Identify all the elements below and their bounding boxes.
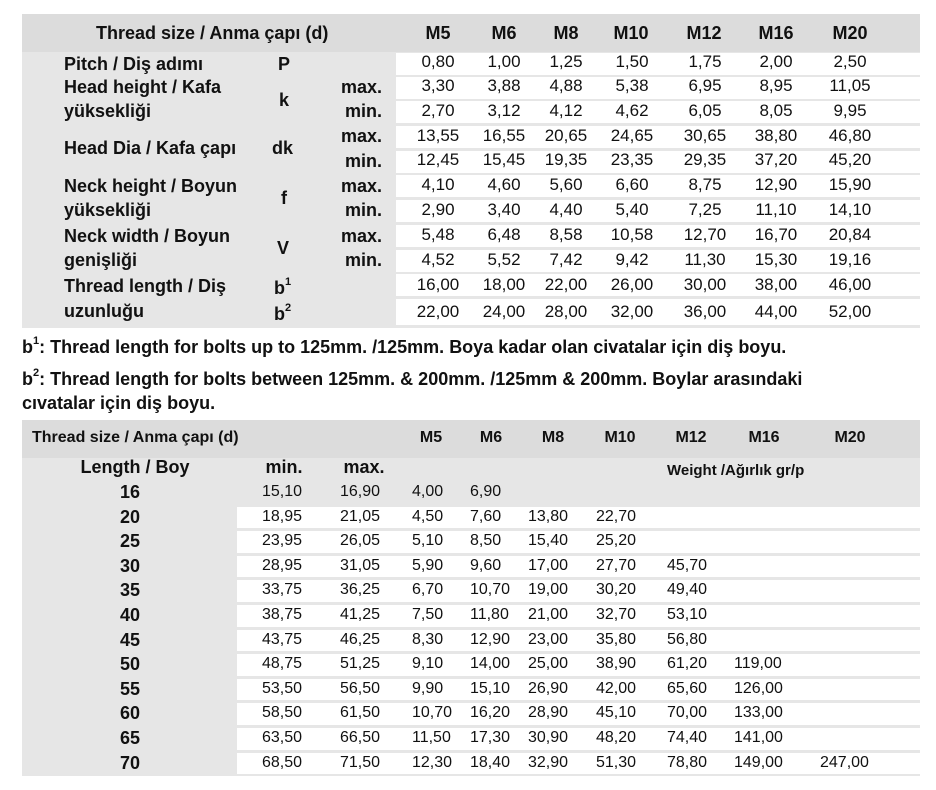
spec-value-cell: 12,45: [416, 150, 460, 169]
weight-value: 9,60: [470, 556, 502, 574]
spec-value-cell: 37,20: [754, 150, 798, 169]
weight-value: 18,40: [470, 753, 511, 771]
length-value: 16: [119, 482, 141, 502]
weight-unit-label: Weight /Ağırlık gr/p: [667, 462, 805, 479]
weight-value: 247,00: [820, 753, 869, 771]
spec-value-cell: 1,00: [487, 52, 521, 71]
spec-value-cell: 4,62: [615, 101, 649, 120]
weight-value: 9,10: [412, 655, 444, 673]
max-label-head-height: max.: [341, 77, 383, 97]
spec-value-cell: 16,70: [754, 225, 798, 244]
spec-value-cell: 29,35: [683, 150, 727, 169]
weight-value: 17,00: [528, 556, 569, 574]
spec-value-cell: 22,00: [544, 275, 588, 294]
spec-value-cell: 19,35: [544, 150, 588, 169]
length-value: 35: [119, 580, 141, 601]
symbol-neck-width: V: [277, 238, 290, 258]
weight-value: 38,90: [596, 655, 637, 673]
length-max-value: 51,25: [340, 655, 381, 673]
spec-value-cell: 3,40: [487, 200, 521, 219]
spec-value-cell: 14,10: [828, 200, 872, 219]
weight-value: 30,90: [528, 729, 569, 746]
row-label-neck-height-2: yüksekliği: [64, 200, 152, 220]
spec-value-cell: 12,70: [683, 225, 727, 244]
weight-value: 28,90: [528, 704, 569, 722]
note-b1: $b^1$: Thread length for bolts up to 125mm. /125mm. Boya kadar olan civatalar için diş boyu.: [22, 335, 787, 357]
weight-value: 21,00: [528, 606, 569, 623]
spec-value-cell: 16,00: [416, 275, 460, 294]
weight-value: 23,00: [528, 630, 569, 648]
weight-value: 49,40: [667, 581, 708, 599]
spec-value-cell: 4,60: [487, 175, 521, 194]
spec-value-cell: 2,90: [421, 200, 455, 219]
weight-value: 149,00: [734, 753, 783, 771]
length-max-value: 46,25: [340, 630, 381, 648]
length-min-value: 68,50: [262, 753, 303, 771]
spec-value-cell: 2,00: [759, 52, 793, 71]
spec-value-cell: 28,00: [544, 302, 588, 321]
symbol-pitch: P: [278, 54, 291, 74]
spec-value-cell: 1,75: [688, 52, 722, 71]
spec-value-cell: 12,90: [754, 175, 798, 194]
weight-value: 9,90: [412, 679, 444, 697]
spec-size-m6: M6: [491, 23, 517, 43]
min-label-head-height: min.: [345, 101, 383, 121]
length-max-value: 56,50: [340, 679, 381, 697]
weight-value: 19,00: [528, 581, 569, 599]
spec-thread-size-label: Thread size / Anma çapı (d): [96, 23, 329, 43]
length-min-value: 28,95: [262, 556, 303, 574]
weight-value: 10,70: [412, 704, 453, 722]
length-value: 65: [119, 728, 141, 748]
min-label-neck-height: min.: [345, 200, 383, 220]
weight-value: 5,10: [412, 532, 444, 550]
length-value: 55: [119, 678, 141, 699]
weight-value: 48,20: [596, 729, 637, 746]
max-label-neck-height: max.: [341, 176, 383, 196]
length-min-value: 33,75: [262, 581, 303, 599]
spec-value-cell: 20,65: [544, 126, 588, 145]
weight-value: 5,90: [412, 556, 444, 574]
spec-value-cell: 5,48: [421, 225, 455, 244]
spec-value-cell: 3,12: [487, 101, 521, 120]
weight-size-m20: M20: [834, 429, 866, 446]
weight-value: 30,20: [596, 581, 637, 599]
length-value: 20: [119, 506, 141, 527]
weight-value: 7,50: [412, 606, 444, 623]
spec-value-cell: 9,95: [833, 101, 867, 120]
weight-value: 51,30: [596, 753, 637, 771]
length-min-value: 58,50: [262, 704, 303, 722]
spec-value-cell: 22,00: [416, 302, 460, 321]
length-max-value: 66,50: [340, 729, 381, 746]
spec-value-cell: 4,52: [421, 250, 455, 269]
weight-value: 32,90: [528, 753, 569, 771]
weight-value: 4,50: [412, 507, 444, 525]
weight-value: 22,70: [596, 507, 637, 525]
spec-value-cell: 4,40: [549, 200, 583, 219]
weight-value: 42,00: [596, 679, 637, 697]
weight-value: 119,00: [734, 655, 782, 673]
spec-value-cell: 11,30: [684, 250, 726, 269]
min-label-neck-width: min.: [345, 250, 383, 270]
length-max-value: 41,25: [340, 606, 381, 623]
spec-value-cell: 6,05: [688, 101, 722, 120]
row-label-head-dia: Head Dia / Kafa çapı: [64, 138, 237, 158]
weight-value: 25,20: [596, 532, 637, 550]
weight-value: 126,00: [734, 679, 783, 697]
spec-value-cell: 15,30: [754, 250, 798, 269]
weight-value: 12,90: [470, 630, 511, 648]
length-min-value: 18,95: [262, 507, 303, 525]
symbol-b2: $b^2$: [274, 302, 292, 324]
spec-size-m5: M5: [425, 23, 451, 43]
weight-value: 15,10: [470, 679, 511, 697]
length-min-value: 15,10: [262, 483, 303, 500]
weight-value: 15,40: [528, 532, 569, 550]
weight-value: 53,10: [667, 606, 708, 623]
weight-value: 13,80: [528, 507, 569, 525]
weight-size-m6: M6: [479, 429, 503, 446]
symbol-head-height: k: [279, 90, 290, 110]
max-label-neck-width: max.: [341, 226, 383, 246]
spec-value-cell: 18,00: [482, 275, 526, 294]
note-b2-line2: cıvatalar için diş boyu.: [22, 393, 216, 413]
spec-value-cell: 38,80: [754, 126, 798, 145]
weight-value: 26,90: [528, 679, 569, 697]
row-label-neck-height-1: Neck height / Boyun: [64, 176, 238, 196]
weight-value: 61,20: [667, 655, 708, 673]
spec-value-cell: 4,10: [421, 175, 455, 194]
spec-value-cell: 38,00: [754, 275, 798, 294]
spec-value-cell: 26,00: [610, 275, 654, 294]
spec-value-cell: 8,75: [688, 175, 722, 194]
weight-value: 14,00: [470, 655, 511, 673]
spec-size-m10: M10: [613, 23, 649, 43]
spec-value-cell: 23,35: [610, 150, 654, 169]
length-max-value: 36,25: [340, 581, 381, 599]
weight-size-m5: M5: [419, 429, 443, 446]
spec-value-cell: 46,00: [828, 275, 872, 294]
spec-value-cell: 30,00: [683, 275, 727, 294]
weight-value: 133,00: [734, 704, 783, 722]
weight-value: 70,00: [667, 704, 708, 722]
length-min-value: 53,50: [262, 679, 303, 697]
row-label-thread-length-2: uzunluğu: [64, 301, 144, 321]
row-label-head-height-1: Head height / Kafa: [64, 77, 222, 97]
length-max-label: max.: [343, 457, 385, 477]
length-value: 30: [119, 555, 141, 576]
spec-size-m8: M8: [553, 23, 579, 43]
length-value: 25: [119, 531, 141, 552]
spec-value-cell: 5,52: [487, 250, 521, 269]
spec-size-m16: M16: [758, 23, 794, 43]
row-label-thread-length-1: Thread length / Diş: [64, 276, 227, 296]
spec-value-cell: 3,30: [421, 76, 455, 95]
length-label: Length / Boy: [80, 457, 190, 477]
weight-value: 7,60: [470, 507, 502, 525]
spec-value-cell: 7,25: [688, 200, 722, 219]
weight-value: 141,00: [734, 729, 783, 746]
symbol-head-dia: dk: [272, 138, 294, 158]
spec-value-cell: 30,65: [683, 126, 727, 145]
spec-value-cell: 10,58: [610, 225, 654, 244]
weight-value: 12,30: [412, 753, 453, 771]
weight-value: 11,80: [470, 606, 509, 623]
spec-value-cell: 11,10: [755, 200, 797, 219]
spec-value-cell: 20,84: [828, 225, 872, 244]
length-min-label: min.: [265, 457, 303, 477]
weight-value: 35,80: [596, 630, 637, 648]
spec-value-cell: 3,88: [487, 76, 521, 95]
spec-value-cell: 19,16: [828, 250, 872, 269]
length-value: 45: [119, 629, 141, 650]
weight-value: 65,60: [667, 679, 708, 697]
spec-value-cell: 36,00: [683, 302, 727, 321]
row-label-neck-width-2: genişliği: [64, 250, 138, 270]
spec-value-cell: 24,65: [610, 126, 654, 145]
spec-value-cell: 11,05: [829, 76, 871, 95]
spec-value-cell: 0,80: [421, 52, 455, 71]
spec-value-cell: 1,50: [615, 52, 649, 71]
spec-size-m20: M20: [832, 23, 868, 43]
spec-value-cell: 52,00: [828, 302, 872, 321]
weight-value: 56,80: [667, 630, 708, 648]
spec-value-cell: 8,58: [549, 225, 583, 244]
length-min-value: 48,75: [262, 655, 303, 673]
spec-value-cell: 2,50: [833, 52, 867, 71]
weight-value: 8,50: [470, 532, 502, 550]
weight-value: 17,30: [470, 729, 511, 746]
length-max-value: 61,50: [340, 704, 381, 722]
spec-value-cell: 24,00: [482, 302, 526, 321]
weight-size-m16: M16: [748, 429, 780, 446]
weight-value: 32,70: [596, 606, 637, 623]
row-label-neck-width-1: Neck width / Boyun: [64, 226, 231, 246]
spec-value-cell: 16,55: [482, 126, 526, 145]
spec-value-cell: 15,90: [828, 175, 872, 194]
weight-size-m8: M8: [541, 429, 565, 446]
weight-value: 78,80: [667, 753, 708, 771]
max-label-head-dia: max.: [341, 126, 383, 146]
length-max-value: 71,50: [340, 753, 381, 771]
weight-size-m12: M12: [675, 429, 707, 446]
spec-value-cell: 6,60: [615, 175, 649, 194]
min-label-head-dia: min.: [345, 151, 383, 171]
length-value: 60: [119, 703, 141, 724]
spec-value-cell: 7,42: [549, 250, 583, 269]
weight-value: 27,70: [596, 556, 637, 574]
spec-value-cell: 4,12: [549, 101, 583, 120]
row-label-pitch: Pitch / Diş adımı: [64, 54, 204, 74]
spec-value-cell: 5,60: [549, 175, 583, 194]
symbol-neck-height: f: [281, 188, 287, 208]
length-max-value: 16,90: [340, 483, 381, 500]
weight-value: 45,70: [667, 556, 708, 574]
weight-value: 6,90: [470, 483, 502, 500]
spec-size-m12: M12: [686, 23, 722, 43]
weight-value: 4,00: [412, 483, 444, 500]
length-min-value: 38,75: [262, 606, 303, 623]
length-value: 40: [119, 605, 141, 625]
weight-value: 8,30: [412, 630, 444, 648]
length-min-value: 43,75: [262, 630, 303, 648]
spec-value-cell: 9,42: [615, 250, 649, 269]
weight-thread-size-label: Thread size / Anma çapı (d): [32, 429, 239, 446]
spec-value-cell: 8,05: [759, 101, 793, 120]
spec-value-cell: 2,70: [421, 101, 455, 120]
spec-value-cell: 8,95: [759, 76, 793, 95]
note-b2-line1: $b^2$: Thread length for bolts between 125mm. & 200mm. /125mm & 200mm. Boylar arasındaki: [22, 367, 803, 389]
weight-size-m10: M10: [604, 429, 636, 446]
length-value: 70: [119, 752, 141, 773]
weight-value: 25,00: [528, 655, 569, 673]
row-label-head-height-2: yüksekliği: [64, 101, 152, 121]
length-max-value: 21,05: [340, 507, 381, 525]
spec-value-cell: 13,55: [416, 126, 460, 145]
spec-value-cell: 46,80: [828, 126, 872, 145]
spec-value-cell: 1,25: [549, 52, 583, 71]
spec-value-cell: 5,38: [615, 76, 649, 95]
length-min-value: 23,95: [262, 532, 303, 550]
weight-value: 6,70: [412, 581, 444, 599]
length-min-value: 63,50: [262, 729, 303, 746]
spec-value-cell: 5,40: [615, 200, 649, 219]
symbol-b1: $b^1$: [274, 276, 292, 298]
spec-value-cell: 15,45: [482, 150, 526, 169]
spec-value-cell: 6,95: [688, 76, 722, 95]
length-max-value: 31,05: [340, 556, 381, 574]
spec-value-cell: 6,48: [487, 225, 521, 244]
spec-value-cell: 32,00: [610, 302, 654, 321]
weight-value: 45,10: [596, 704, 637, 722]
weight-value: 11,50: [412, 729, 451, 746]
length-value: 50: [119, 654, 141, 675]
spec-value-cell: 4,88: [549, 76, 583, 95]
spec-value-cell: 44,00: [754, 302, 798, 321]
weight-value: 74,40: [667, 729, 708, 746]
length-max-value: 26,05: [340, 532, 381, 550]
weight-value: 16,20: [470, 704, 511, 722]
weight-value: 10,70: [470, 581, 511, 599]
spec-value-cell: 45,20: [828, 150, 872, 169]
